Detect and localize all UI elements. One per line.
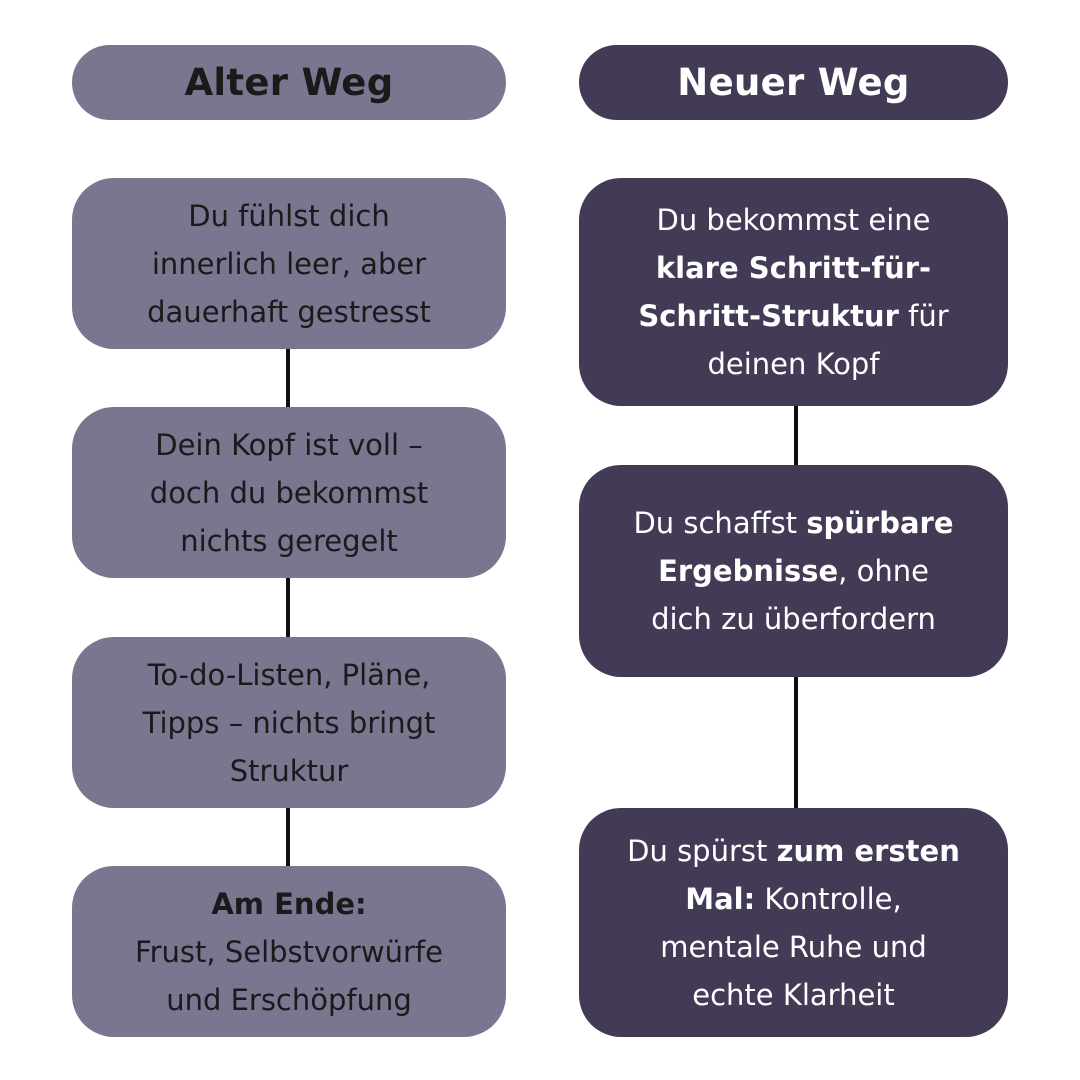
new-step-3-text: [627, 827, 960, 1019]
new-step-1-text: [638, 196, 948, 388]
new-step-2-text: [633, 499, 953, 643]
new-step-1: [579, 178, 1008, 406]
old-step-4-line-2: Frust, Selbstvorwürfe: [135, 934, 443, 969]
new-step-3-line-1: [627, 827, 960, 875]
connector-old-1-2: [286, 349, 290, 407]
old-step-1-line-3: dauerhaft gestresst: [147, 294, 431, 329]
old-step-3-line-1: To-do-Listen, Pläne,: [147, 657, 431, 692]
old-step-1-line-2: innerlich leer, aber: [151, 246, 427, 281]
new-step-2-line-2: [633, 547, 953, 595]
new-step-2-bold-1: spürbare: [806, 506, 954, 540]
old-step-3-line-2: Tipps – nichts bringt: [142, 705, 436, 740]
new-step-3-bold-1: zum ersten: [776, 833, 960, 868]
header-neuer-weg: [579, 45, 1008, 120]
new-step-1-line-3: [638, 292, 948, 340]
header-alter-weg: [72, 45, 506, 120]
new-step-2-line-2-rest: , ohne: [838, 554, 929, 588]
new-step-3: [579, 808, 1008, 1037]
new-step-2-line-1-pre: Du schaffst: [633, 506, 807, 540]
new-step-2-line-3: dich zu überfordern: [651, 602, 936, 636]
new-step-3-line-2-rest: Kontrolle,: [755, 881, 902, 916]
old-step-4-line-3: und Erschöpfung: [166, 982, 412, 1017]
new-step-3-line-2: [627, 875, 960, 923]
old-step-3: [72, 637, 506, 808]
connector-new-2-3: [794, 677, 798, 808]
old-step-2-line-2: doch du bekommst: [149, 475, 429, 510]
connector-new-1-2: [794, 406, 798, 465]
new-step-1-bold-1: klare Schritt-für-: [655, 251, 932, 285]
header-neuer-weg-label: Neuer Weg: [677, 61, 910, 104]
old-step-2: [72, 407, 506, 578]
new-step-3-line-3: mentale Ruhe und: [660, 929, 927, 964]
new-step-1-line-1: Du bekommst eine: [656, 203, 931, 237]
old-step-1: [72, 178, 506, 349]
new-step-1-line-3-rest: für: [898, 299, 949, 333]
new-step-3-bold-2: Mal:: [685, 881, 756, 916]
old-step-4-line-1: Am Ende:: [211, 886, 367, 921]
new-step-3-line-4: echte Klarheit: [692, 977, 895, 1012]
old-step-4-text: [135, 880, 443, 1024]
header-alter-weg-label: Alter Weg: [184, 61, 394, 104]
old-step-2-line-1: Dein Kopf ist voll –: [155, 427, 423, 462]
old-step-4: [72, 866, 506, 1037]
connector-old-3-4: [286, 808, 290, 866]
old-step-2-line-3: nichts geregelt: [180, 523, 398, 558]
old-step-1-text: [147, 192, 431, 336]
connector-old-2-3: [286, 578, 290, 637]
old-step-3-text: [143, 651, 436, 795]
new-step-3-line-1-pre: Du spürst: [627, 833, 777, 868]
new-step-2-line-1: [633, 499, 953, 547]
old-step-1-line-1: Du fühlst dich: [188, 198, 390, 233]
new-step-1-line-4: deinen Kopf: [707, 347, 880, 381]
new-step-2-bold-2: Ergebnisse: [658, 554, 839, 588]
old-step-2-text: [150, 421, 428, 565]
new-step-1-bold-2: Schritt-Struktur: [638, 299, 899, 333]
new-step-1-line-2: [638, 244, 948, 292]
old-step-3-line-3: Struktur: [229, 753, 349, 788]
new-step-2: [579, 465, 1008, 677]
